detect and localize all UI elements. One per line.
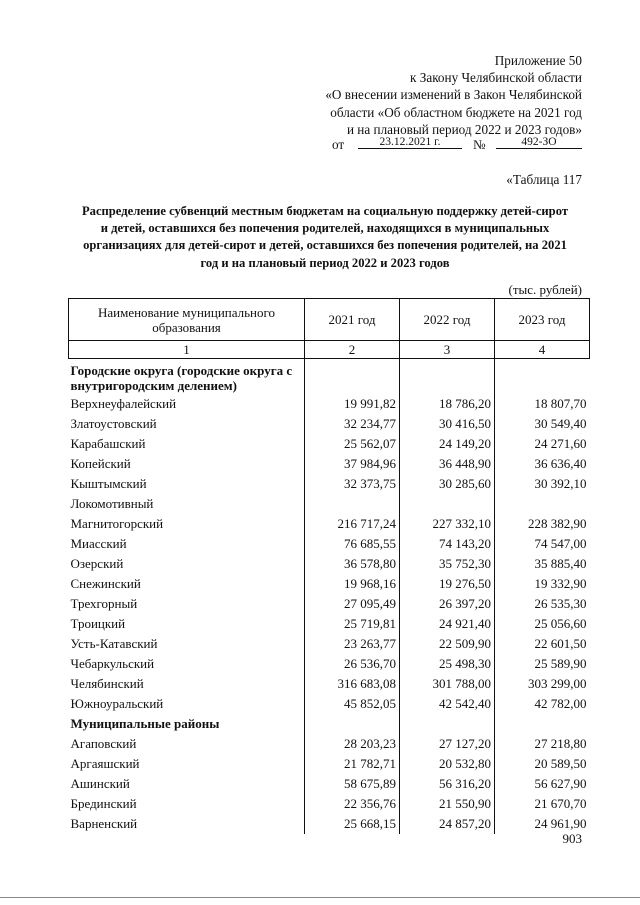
value-2021: 26 536,70 (305, 654, 400, 674)
page-number: 903 (562, 831, 582, 846)
value-2023: 22 601,50 (495, 634, 590, 654)
value-2021: 58 675,89 (305, 774, 400, 794)
value-2021: 23 263,77 (305, 634, 400, 654)
value-2021 (305, 359, 400, 395)
value-2022: 26 397,20 (400, 594, 495, 614)
municipality-name: Верхнеуфалейский (70, 396, 177, 411)
header-2023: 2023 год (495, 299, 590, 341)
table-row (69, 494, 590, 514)
appendix-line: «О внесении изменений в Закон Челябинской (325, 87, 582, 103)
table-label: «Таблица 117 (506, 172, 582, 187)
value-2021: 36 578,80 (305, 554, 400, 574)
section-row (69, 359, 590, 395)
municipality-name: Ашинский (70, 776, 130, 791)
page-bottom-divider (0, 897, 640, 898)
table-row (69, 614, 590, 634)
column-number: 2 (305, 341, 400, 359)
value-2021: 19 991,82 (305, 394, 400, 414)
section-title: Муниципальные районы (70, 716, 220, 731)
column-number: 1 (69, 341, 305, 359)
value-2022: 24 921,40 (400, 614, 495, 634)
value-2022: 24 149,20 (400, 434, 495, 454)
value-2021: 45 852,05 (305, 694, 400, 714)
value-2022 (400, 714, 495, 734)
value-2023: 74 547,00 (495, 534, 590, 554)
value-2023 (495, 714, 590, 734)
value-2022: 18 786,20 (400, 394, 495, 414)
appendix-header (325, 52, 582, 138)
value-2023: 19 332,90 (495, 574, 590, 594)
value-2021: 76 685,55 (305, 534, 400, 554)
municipality-name: Агаповский (70, 736, 137, 751)
municipality-name: Трехгорный (70, 596, 138, 611)
municipality-name: Челябинский (70, 676, 144, 691)
value-2023 (495, 359, 590, 395)
value-2022: 35 752,30 (400, 554, 495, 574)
appendix-line: и на плановый период 2022 и 2023 годов» (346, 121, 582, 137)
municipality-name: Троицкий (70, 616, 126, 631)
value-2022: 20 532,80 (400, 754, 495, 774)
table-row (69, 734, 590, 754)
table-row (69, 814, 590, 834)
value-2023: 30 392,10 (495, 474, 590, 494)
table-row (69, 694, 590, 714)
appendix-line: Приложение 50 (494, 53, 582, 68)
value-2023: 303 299,00 (495, 674, 590, 694)
value-2023 (495, 494, 590, 514)
from-label: от (332, 137, 345, 152)
municipality-name: Миасский (70, 536, 127, 551)
value-2023: 20 589,50 (495, 754, 590, 774)
value-2021 (305, 494, 400, 514)
value-2023: 35 885,40 (495, 554, 590, 574)
table-body (69, 359, 590, 835)
column-number: 3 (400, 341, 495, 359)
table-row (69, 434, 590, 454)
value-2021: 32 234,77 (305, 414, 400, 434)
value-2022: 19 276,50 (400, 574, 495, 594)
value-2022: 27 127,20 (400, 734, 495, 754)
table-row (69, 594, 590, 614)
municipality-name: Брединский (70, 796, 137, 811)
municipality-name: Локомотивный (70, 496, 154, 511)
municipality-name: Кыштымский (70, 476, 147, 491)
value-2021: 32 373,75 (305, 474, 400, 494)
value-2022: 301 788,00 (400, 674, 495, 694)
header-municipality: Наименование муниципального образования (69, 299, 305, 341)
value-2023: 228 382,90 (495, 514, 590, 534)
municipality-name: Чебаркульский (70, 656, 155, 671)
value-2022: 30 285,60 (400, 474, 495, 494)
table-row (69, 774, 590, 794)
value-2023: 24 271,60 (495, 434, 590, 454)
law-date: 23.12.2021 г. (358, 136, 462, 149)
municipality-name: Аргаяшский (70, 756, 140, 771)
table-row (69, 654, 590, 674)
value-2023: 30 549,40 (495, 414, 590, 434)
units-label: (тыс. рублей) (508, 282, 582, 297)
municipality-name: Озерский (70, 556, 124, 571)
table-row (69, 414, 590, 434)
value-2023: 27 218,80 (495, 734, 590, 754)
subsidy-table-wrapper (68, 298, 590, 834)
document-title: Распределение субвенций местным бюджетам на социальную поддержку детей-сирот и детей, оставшихся без попечения родителей, находящихся в муниципальных организациях для детей-сирот и детей, оставшихся без попечения родителей, на 2021 год и на плановый период 2022 и 2023 годов (81, 204, 569, 270)
table-row (69, 754, 590, 774)
value-2022: 25 498,30 (400, 654, 495, 674)
value-2022: 227 332,10 (400, 514, 495, 534)
value-2022: 21 550,90 (400, 794, 495, 814)
table-row (69, 534, 590, 554)
value-2022: 24 857,20 (400, 814, 495, 834)
value-2023: 18 807,70 (495, 394, 590, 414)
value-2021: 25 668,15 (305, 814, 400, 834)
value-2021: 25 562,07 (305, 434, 400, 454)
value-2023: 42 782,00 (495, 694, 590, 714)
subsidy-table (68, 298, 590, 834)
header-2021: 2021 год (305, 299, 400, 341)
value-2021 (305, 714, 400, 734)
municipality-name: Южноуральский (70, 696, 164, 711)
value-2021: 216 717,24 (305, 514, 400, 534)
table-row (69, 394, 590, 414)
number-label: № (473, 137, 486, 152)
appendix-line: области «Об областном бюджете на 2021 год (330, 104, 582, 120)
value-2022: 30 416,50 (400, 414, 495, 434)
value-2021: 37 984,96 (305, 454, 400, 474)
value-2023: 24 961,90 (495, 814, 590, 834)
municipality-name: Варненский (70, 816, 138, 831)
value-2022: 22 509,90 (400, 634, 495, 654)
table-row (69, 554, 590, 574)
value-2022: 56 316,20 (400, 774, 495, 794)
value-2023: 25 589,90 (495, 654, 590, 674)
table-row (69, 454, 590, 474)
municipality-name: Карабашский (70, 436, 146, 451)
municipality-name: Магнитогорский (70, 516, 164, 531)
section-title: Городские округа (городские округа с внутригородским делением) (70, 363, 293, 393)
section-row (69, 714, 590, 734)
value-2022 (400, 494, 495, 514)
table-row (69, 674, 590, 694)
table-row (69, 474, 590, 494)
municipality-name: Снежинский (70, 576, 141, 591)
value-2021: 27 095,49 (305, 594, 400, 614)
law-number: 492-ЗО (496, 136, 582, 149)
column-number: 4 (495, 341, 590, 359)
value-2023: 56 627,90 (495, 774, 590, 794)
value-2021: 22 356,76 (305, 794, 400, 814)
value-2021: 316 683,08 (305, 674, 400, 694)
table-row (69, 634, 590, 654)
header-2022: 2022 год (400, 299, 495, 341)
value-2021: 28 203,23 (305, 734, 400, 754)
value-2022 (400, 359, 495, 395)
municipality-name: Златоустовский (70, 416, 157, 431)
value-2023: 21 670,70 (495, 794, 590, 814)
value-2021: 19 968,16 (305, 574, 400, 594)
appendix-line: к Закону Челябинской области (410, 70, 582, 86)
law-date-number (332, 137, 582, 155)
value-2021: 21 782,71 (305, 754, 400, 774)
value-2023: 36 636,40 (495, 454, 590, 474)
value-2022: 36 448,90 (400, 454, 495, 474)
value-2022: 74 143,20 (400, 534, 495, 554)
value-2021: 25 719,81 (305, 614, 400, 634)
municipality-name: Усть-Катавский (70, 636, 158, 651)
table-row (69, 514, 590, 534)
value-2022: 42 542,40 (400, 694, 495, 714)
value-2023: 26 535,30 (495, 594, 590, 614)
municipality-name: Копейский (70, 456, 131, 471)
table-row (69, 574, 590, 594)
table-row (69, 794, 590, 814)
value-2023: 25 056,60 (495, 614, 590, 634)
